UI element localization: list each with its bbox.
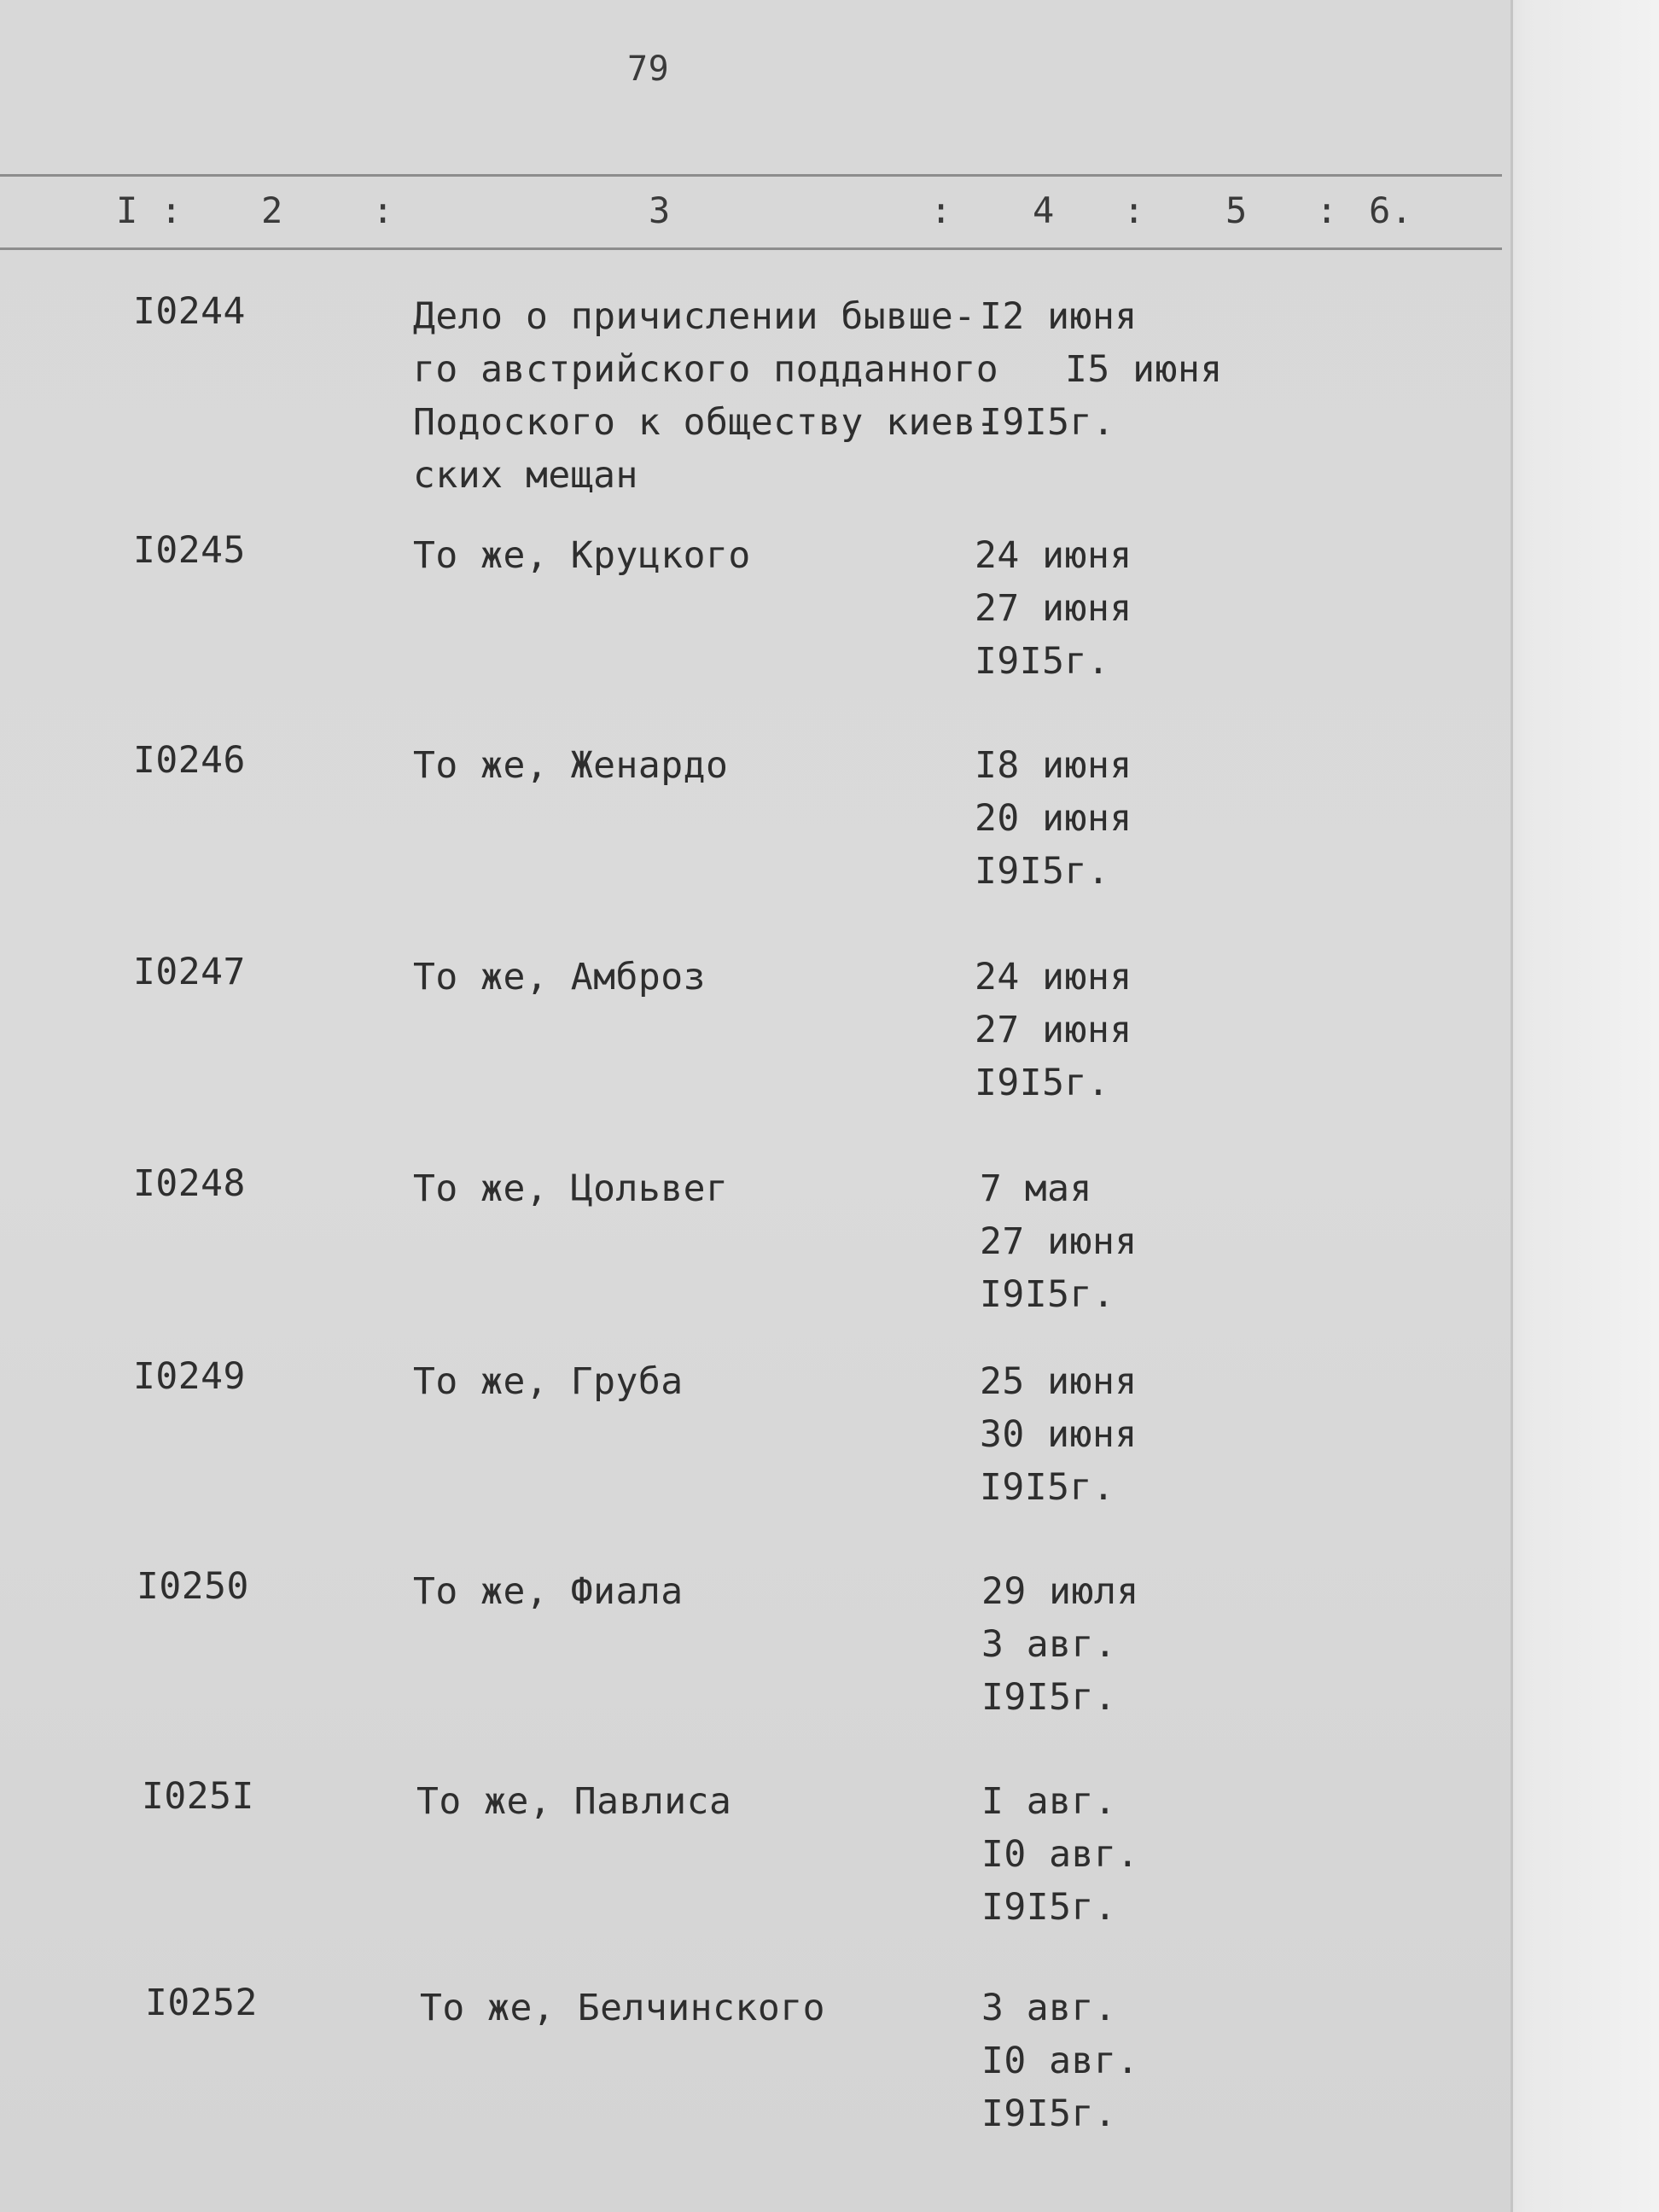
description-line: То же, Павлиса xyxy=(416,1780,732,1823)
header-top-rule xyxy=(0,174,1502,177)
case-description xyxy=(413,1162,728,1215)
end-date: 27 июня xyxy=(975,587,1132,630)
description-line: То же, Цольвег xyxy=(413,1167,729,1210)
case-dates xyxy=(981,1565,1139,1724)
column-header-2: 2 xyxy=(261,189,283,231)
column-header-separator: : xyxy=(930,189,952,231)
case-dates xyxy=(980,290,1223,449)
description-line: То же, Амброз xyxy=(413,956,707,998)
case-dates xyxy=(975,951,1132,1109)
end-date: I5 июня xyxy=(1065,348,1223,391)
case-description xyxy=(413,290,998,502)
description-line: Дело о причислении бывше- xyxy=(413,295,976,338)
column-header-6: 6. xyxy=(1369,189,1413,231)
end-date: 30 июня xyxy=(980,1413,1138,1456)
case-dates xyxy=(981,1775,1139,1934)
start-date: I8 июня xyxy=(975,744,1132,787)
description-line: То же, Белчинского xyxy=(420,1987,825,2029)
case-description xyxy=(413,1355,684,1408)
case-dates xyxy=(975,529,1132,688)
case-dates xyxy=(975,739,1132,898)
case-description xyxy=(413,1565,684,1618)
column-header-separator: : xyxy=(160,189,183,231)
case-description xyxy=(413,951,706,1004)
year: I9I5г. xyxy=(975,850,1110,893)
end-date: 27 июня xyxy=(975,1009,1132,1051)
column-header-3: 3 xyxy=(649,189,671,231)
case-number: I0250 xyxy=(137,1565,249,1608)
description-line: То же, Груба xyxy=(413,1360,684,1403)
start-date: 7 мая xyxy=(980,1167,1092,1210)
case-description xyxy=(413,529,751,582)
start-date: 24 июня xyxy=(975,534,1132,577)
column-header-separator: : xyxy=(1123,189,1145,231)
start-date: 29 июля xyxy=(981,1570,1139,1613)
year: I9I5г. xyxy=(981,1886,1117,1929)
case-dates xyxy=(981,1982,1139,2140)
start-date: I2 июня xyxy=(980,295,1138,338)
start-date: 3 авг. xyxy=(981,1987,1117,2029)
year: I9I5г. xyxy=(980,1466,1115,1509)
description-line: ских мещан xyxy=(413,454,638,497)
end-date: 20 июня xyxy=(975,797,1132,840)
description-line: Подоского к обществу киев- xyxy=(413,401,999,444)
case-description xyxy=(416,1775,731,1828)
description-line: го австрийского подданного xyxy=(413,348,999,391)
case-description xyxy=(420,1982,825,2034)
description-line: То же, Круцкого xyxy=(413,534,751,577)
year: I9I5г. xyxy=(980,1273,1115,1316)
year: I9I5г. xyxy=(980,401,1115,444)
case-number: I0248 xyxy=(133,1162,246,1205)
year: I9I5г. xyxy=(975,640,1110,683)
end-date: 3 авг. xyxy=(981,1623,1117,1666)
year: I9I5г. xyxy=(981,2093,1117,2135)
description-line: То же, Фиала xyxy=(413,1570,684,1613)
start-date: I авг. xyxy=(981,1780,1117,1823)
column-header-separator: : xyxy=(372,189,394,231)
start-date: 24 июня xyxy=(975,956,1132,998)
year: I9I5г. xyxy=(981,1676,1117,1719)
year: I9I5г. xyxy=(975,1062,1110,1104)
case-dates xyxy=(980,1162,1138,1321)
end-date: 27 июня xyxy=(980,1220,1138,1263)
column-header-5: 5 xyxy=(1225,189,1248,231)
end-date: I0 авг. xyxy=(981,2040,1139,2082)
column-header-1: I xyxy=(116,189,138,231)
case-number: I0245 xyxy=(133,529,246,572)
case-number: I0244 xyxy=(133,290,246,333)
column-header-separator: : xyxy=(1316,189,1338,231)
case-number: I0252 xyxy=(145,1982,258,2024)
page-number: 79 xyxy=(627,49,670,89)
case-number: I0247 xyxy=(133,951,246,993)
header-bottom-rule xyxy=(0,247,1502,250)
end-date: I0 авг. xyxy=(981,1833,1139,1876)
case-number: I025I xyxy=(142,1775,254,1818)
description-line: То же, Женардо xyxy=(413,744,729,787)
case-number: I0249 xyxy=(133,1355,246,1398)
case-description xyxy=(413,739,728,792)
start-date: 25 июня xyxy=(980,1360,1138,1403)
case-dates xyxy=(980,1355,1138,1514)
case-number: I0246 xyxy=(133,739,246,782)
column-header-4: 4 xyxy=(1033,189,1055,231)
